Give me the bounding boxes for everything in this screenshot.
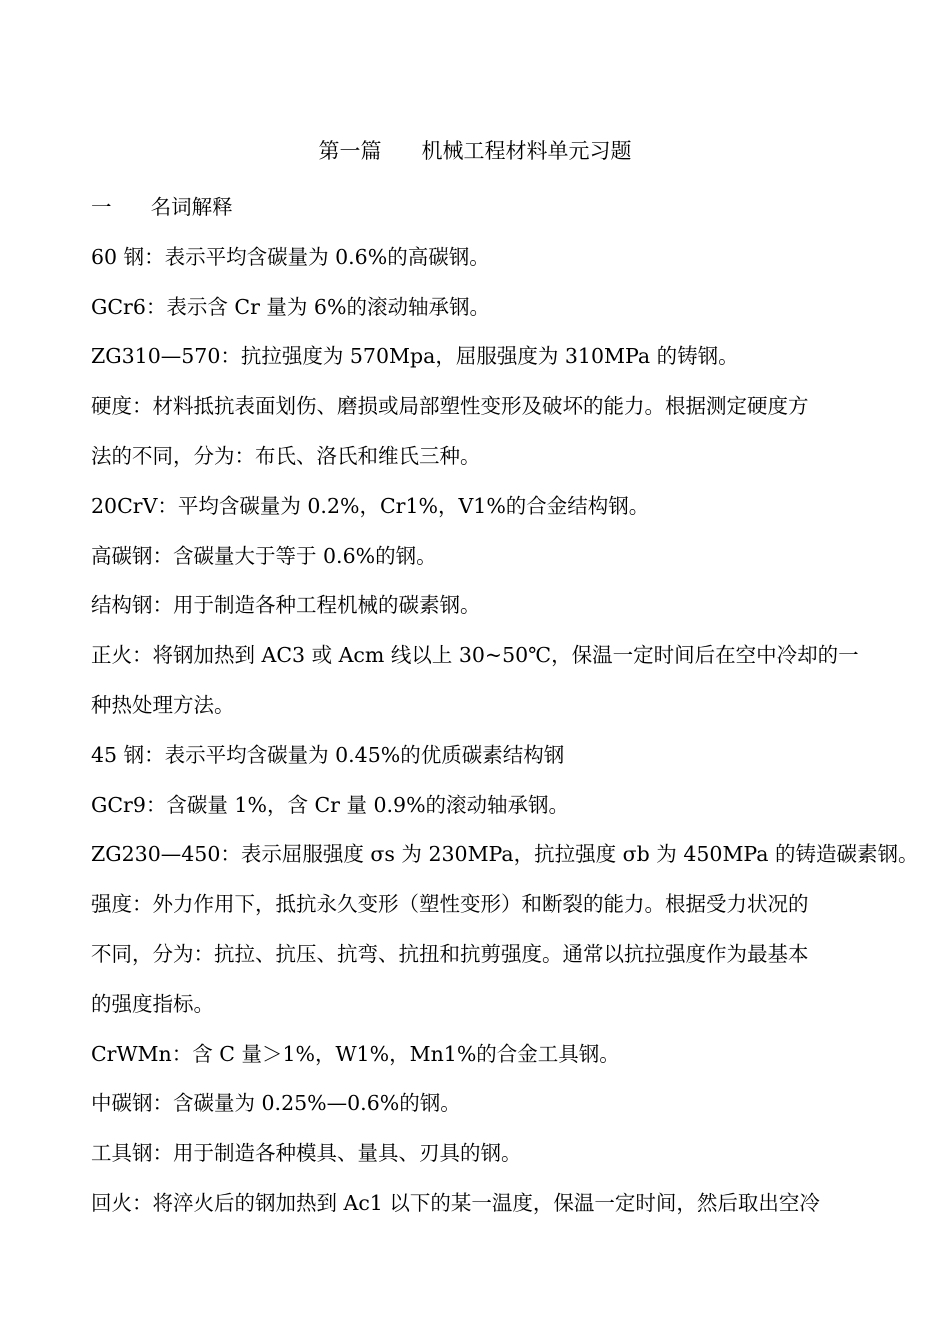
document-title: 第一篇 机械工程材料单元习题 <box>318 139 632 163</box>
document-body <box>91 183 919 1229</box>
text-line: 种热处理方法。 <box>91 692 235 717</box>
text-line: 结构钢：用于制造各种工程机械的碳素钢。 <box>91 593 481 618</box>
text-line: CrWMn：含 C 量＞1%，W1%，Mn1%的合金工具钢。 <box>91 1041 620 1066</box>
text-line: 60 钢：表示平均含碳量为 0.6%的高碳钢。 <box>91 244 490 269</box>
text-line: 不同，分为：抗拉、抗压、抗弯、抗扭和抗剪强度。通常以抗拉强度作为最基本 <box>91 941 809 966</box>
text-line: 硬度：材料抵抗表面划伤、磨损或局部塑性变形及破坏的能力。根据测定硬度方 <box>91 394 809 419</box>
text-line: 强度：外力作用下，抵抗永久变形（塑性变形）和断裂的能力。根据受力状况的 <box>91 892 809 917</box>
text-line: GCr6：表示含 Cr 量为 6%的滚动轴承钢。 <box>91 294 490 319</box>
text-line: 高碳钢：含碳量大于等于 0.6%的钢。 <box>91 543 437 568</box>
text-line: 20CrV：平均含碳量为 0.2%，Cr1%，V1%的合金结构钢。 <box>91 493 650 518</box>
text-line: 工具钢：用于制造各种模具、量具、刃具的钢。 <box>91 1141 522 1166</box>
text-line: 的强度指标。 <box>91 991 214 1016</box>
text-line: 法的不同，分为：布氏、洛氏和维氏三种。 <box>91 443 481 468</box>
text-line: ZG230—450：表示屈服强度 σs 为 230MPa，抗拉强度 σb 为 450MPa 的铸造碳素钢。 <box>91 842 919 867</box>
text-line: ZG310—570：抗拉强度为 570Mpa，屈服强度为 310MPa 的铸钢。 <box>91 344 739 369</box>
text-line: GCr9：含碳量 1%，含 Cr 量 0.9%的滚动轴承钢。 <box>91 792 570 817</box>
text-line: 正火：将钢加热到 AC3 或 Acm 线以上 30~50℃，保温一定时间后在空中冷却的一 <box>91 643 859 668</box>
text-line: 回火：将淬火后的钢加热到 Ac1 以下的某一温度，保温一定时间，然后取出空冷 <box>91 1190 820 1215</box>
text-line: 中碳钢：含碳量为 0.25%—0.6%的钢。 <box>91 1091 461 1116</box>
text-line: 45 钢：表示平均含碳量为 0.45%的优质碳素结构钢 <box>91 742 565 767</box>
section-heading: 一 名词解释 <box>91 195 233 219</box>
